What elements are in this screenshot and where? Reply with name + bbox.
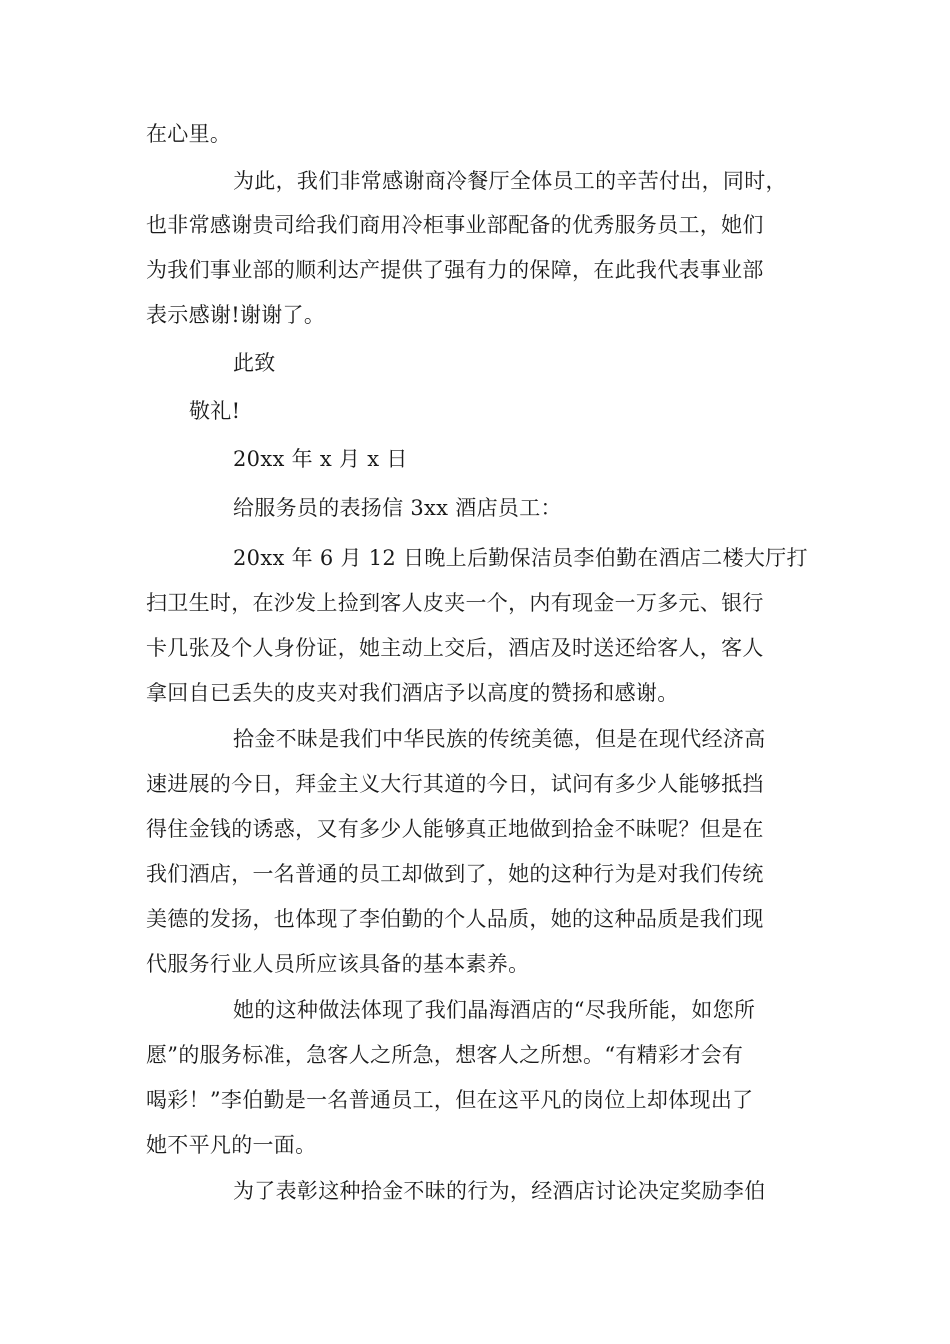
text-line: 在心里。: [146, 122, 232, 146]
text-line: 为此，我们非常感谢商冷餐厅全体员工的辛苦付出，同时，: [233, 169, 787, 193]
text-line: 拿回自已丢失的皮夹对我们酒店予以高度的赞扬和感谢。: [146, 681, 679, 705]
text-line: 美德的发扬，也体现了李伯勤的个人品质，她的这种品质是我们现: [146, 907, 764, 931]
text-line: 20xx 年 6 月 12 日晚上后勤保洁员李伯勤在酒店二楼大厅打: [233, 546, 808, 570]
text-line: 也非常感谢贵司给我们商用冷柜事业部配备的优秀服务员工，她们: [146, 213, 764, 237]
text-line: 扫卫生时，在沙发上捡到客人皮夹一个，内有现金一万多元、银行: [146, 591, 764, 615]
text-line: 代服务行业人员所应该具备的基本素养。: [146, 952, 530, 976]
text-line: 她的这种做法体现了我们晶海酒店的“尽我所能，如您所: [233, 998, 756, 1022]
text-line: 为我们事业部的顺利达产提供了强有力的保障，在此我代表事业部: [146, 258, 764, 282]
text-line: 喝彩！”李伯勤是一名普通员工，但在这平凡的岗位上却体现出了: [146, 1088, 754, 1112]
text-line: 得住金钱的诱惑，又有多少人能够真正地做到拾金不昧呢？但是在: [146, 817, 764, 841]
text-line: 卡几张及个人身份证，她主动上交后，酒店及时送还给客人，客人: [146, 636, 764, 660]
text-line: 愿”的服务标准，急客人之所急，想客人之所想。“有精彩才会有: [146, 1043, 744, 1067]
text-line: 她不平凡的一面。: [146, 1133, 317, 1157]
text-line: 拾金不昧是我们中华民族的传统美德，但是在现代经济高: [233, 727, 766, 751]
closing-salutation: 此致: [233, 351, 276, 375]
letter-heading: 给服务员的表扬信 3xx 酒店员工：: [233, 496, 562, 520]
text-line: 速进展的今日，拜金主义大行其道的今日，试问有多少人能够抵挡: [146, 772, 764, 796]
text-line: 表示感谢!谢谢了。: [146, 303, 326, 327]
text-line: 我们酒店，一名普通的员工却做到了，她的这种行为是对我们传统: [146, 862, 764, 886]
text-line: 为了表彰这种拾金不昧的行为，经酒店讨论决定奖励李伯: [233, 1179, 766, 1203]
closing-regards: 敬礼!: [189, 399, 241, 423]
date-line: 20xx 年 x 月 x 日: [233, 447, 408, 471]
